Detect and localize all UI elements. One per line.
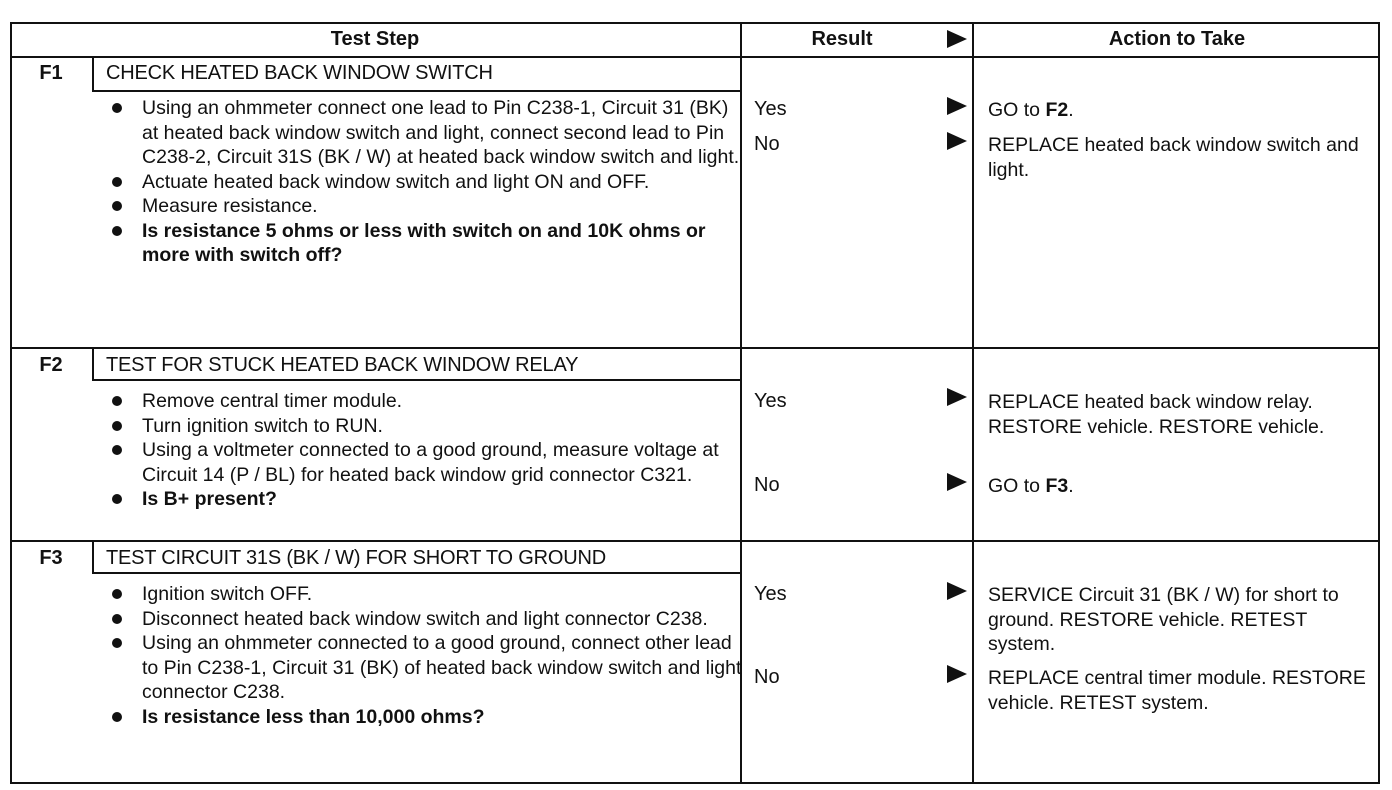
result-no-f3: No xyxy=(754,666,780,688)
step-id-f1: F1 xyxy=(39,62,63,84)
list-item: Turn ignition switch to RUN. xyxy=(102,414,742,439)
step-title-f3: TEST CIRCUIT 31S (BK / W) FOR SHORT TO GROUND xyxy=(106,547,606,569)
id-divider-f2 xyxy=(92,349,94,381)
step-bullets-f1 xyxy=(102,96,742,268)
step-question: Is resistance 5 ohms or less with switch on and 10K ohms or more with switch off? xyxy=(102,219,742,268)
header-result: Result xyxy=(811,28,873,50)
list-item: Actuate heated back window switch and light ON and OFF. xyxy=(102,170,742,195)
list-item: Measure resistance. xyxy=(102,194,742,219)
bullet-icon xyxy=(112,445,122,455)
diagnostic-table xyxy=(10,22,1380,784)
arrow-icon xyxy=(947,582,967,600)
arrow-icon xyxy=(947,97,967,115)
header-action: Action to Take xyxy=(1108,28,1246,50)
result-yes-f2: Yes xyxy=(754,390,787,412)
action-no-f3: REPLACE central timer module. RESTORE vehicle. RETEST system. xyxy=(988,667,1366,714)
result-no-f1: No xyxy=(754,133,780,155)
action-yes-f3: SERVICE Circuit 31 (BK / W) for short to ground. RESTORE vehicle. RETEST system. xyxy=(988,584,1339,655)
step-question: Is resistance less than 10,000 ohms? xyxy=(102,705,742,730)
list-item: Using an ohmmeter connected to a good ground, connect other lead to Pin C238-1, Circuit 31 (BK) of heated back window switch and light connector C238. xyxy=(102,631,742,705)
step-bullets-f3 xyxy=(102,582,742,729)
action-yes-f1: GO to F2. xyxy=(988,99,1074,121)
list-item: Ignition switch OFF. xyxy=(102,582,742,607)
action-no-f2: GO to F3. xyxy=(988,475,1074,497)
result-no-f2: No xyxy=(754,474,780,496)
arrow-icon xyxy=(947,473,967,491)
step-bullets-f2 xyxy=(102,389,742,512)
action-yes-f2: REPLACE heated back window relay. RESTORE vehicle. RESTORE vehicle. xyxy=(988,391,1325,438)
bullet-icon xyxy=(112,421,122,431)
bullet-icon xyxy=(112,614,122,624)
bullet-icon xyxy=(112,201,122,211)
step-id-f3: F3 xyxy=(39,547,63,569)
f3-title-rule xyxy=(92,572,742,574)
arrow-icon xyxy=(947,132,967,150)
step-title-f1: CHECK HEATED BACK WINDOW SWITCH xyxy=(106,62,493,84)
bullet-icon xyxy=(112,226,122,236)
id-divider-f3 xyxy=(92,542,94,574)
id-divider-f1 xyxy=(92,56,94,92)
bullet-icon xyxy=(112,638,122,648)
result-yes-f3: Yes xyxy=(754,583,787,605)
result-yes-f1: Yes xyxy=(754,98,787,120)
f1-title-rule xyxy=(92,90,742,92)
f2-title-rule xyxy=(92,379,742,381)
action-no-f1: REPLACE heated back window switch and light. xyxy=(988,134,1359,181)
bullet-icon xyxy=(112,712,122,722)
bullet-icon xyxy=(112,103,122,113)
header-arrow-icon xyxy=(947,30,967,48)
header-test-step: Test Step xyxy=(330,28,420,50)
bullet-icon xyxy=(112,177,122,187)
bullet-icon xyxy=(112,494,122,504)
step-question: Is B+ present? xyxy=(102,487,742,512)
step-title-f2: TEST FOR STUCK HEATED BACK WINDOW RELAY xyxy=(106,354,579,376)
list-item: Disconnect heated back window switch and light connector C238. xyxy=(102,607,742,632)
list-item: Remove central timer module. xyxy=(102,389,742,414)
f2-section-rule xyxy=(10,540,1380,542)
list-item: Using an ohmmeter connect one lead to Pin C238-1, Circuit 31 (BK) at heated back window switch and light, connect second lead to Pin C238-2, Circuit 31S (BK / W) at heated back window switch and light. xyxy=(102,96,742,170)
list-item: Using a voltmeter connected to a good ground, measure voltage at Circuit 14 (P / BL) for heated back window grid connector C321. xyxy=(102,438,742,487)
column-divider-action xyxy=(972,22,974,784)
step-id-f2: F2 xyxy=(39,354,63,376)
bullet-icon xyxy=(112,396,122,406)
arrow-icon xyxy=(947,665,967,683)
header-rule xyxy=(10,56,1380,58)
bullet-icon xyxy=(112,589,122,599)
arrow-icon xyxy=(947,388,967,406)
f1-section-rule xyxy=(10,347,1380,349)
